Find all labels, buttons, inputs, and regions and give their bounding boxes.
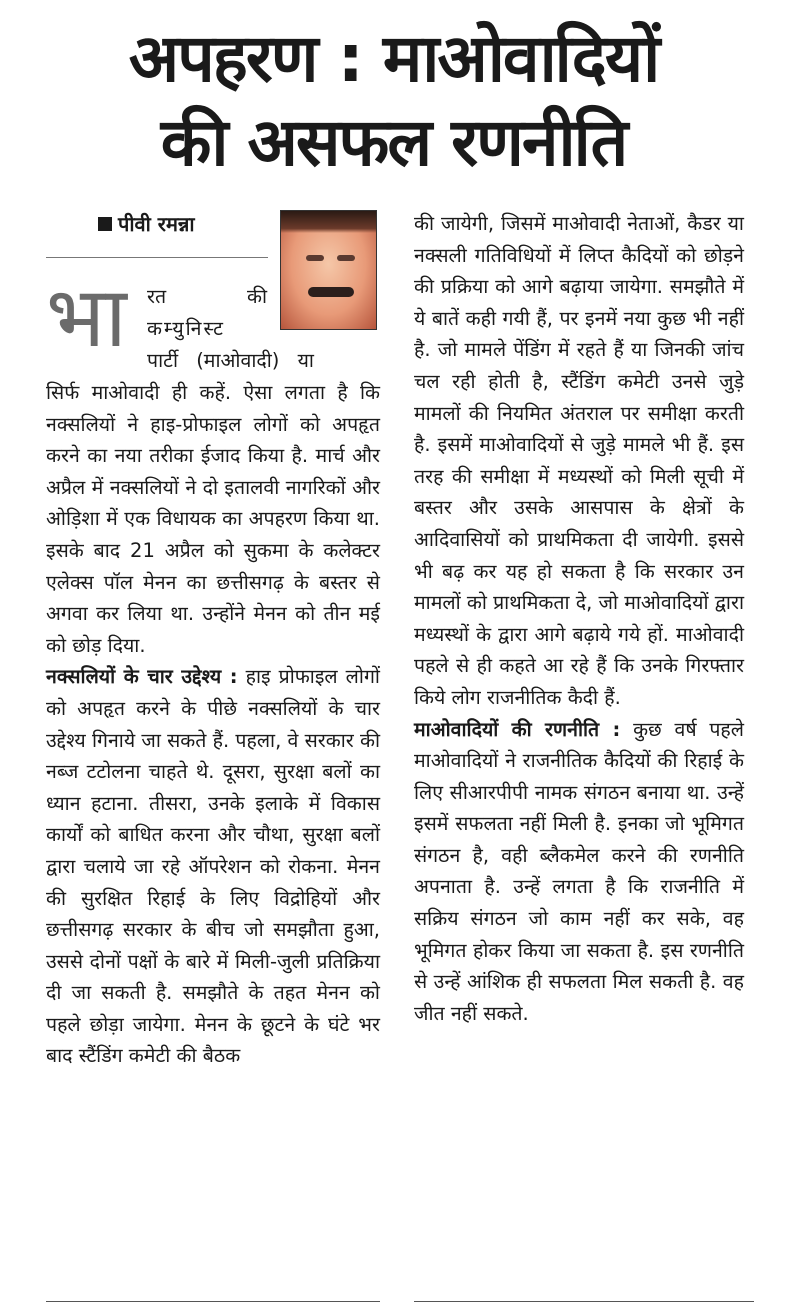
left-paragraph-1: सिर्फ माओवादी ही कहें. ऐसा लगता है कि नक्सलियों ने हाइ-प्रोफाइल लोगों को अपहृत करने का नया तरीका ईजाद किया है. मार्च और अप्रैल में नक्सलियों ने दो इतालवी नागरिकों और ओड़िशा में एक विधायक का अपहरण किया था. इसके बाद 21 अप्रैल को सुकमा के कलेक्टर एलेक्स पॉल मेनन का छत्तीसगढ़ के बस्तर से अगवा कर लिया था. उन्होंने मेनन को तीन मई को छोड़ दिया. xyxy=(46,381,380,657)
byline xyxy=(98,210,195,238)
right-column xyxy=(414,208,744,1029)
intro-word-1: रत xyxy=(147,285,167,308)
left-paragraph-2 xyxy=(46,661,380,1072)
subhead-maoist-strategy: माओवादियों की रणनीति : xyxy=(414,717,621,741)
intro-line-2: कम्युनिस्ट xyxy=(147,317,225,340)
headline-line-1: अपहरण : माओवादियों xyxy=(128,20,659,97)
author-photo xyxy=(280,210,377,330)
photo-eye-left xyxy=(306,255,324,261)
right-bottom-rule xyxy=(414,1301,754,1302)
photo-eye-right xyxy=(337,255,355,261)
byline-divider xyxy=(46,257,268,258)
drop-cap: भा xyxy=(46,268,127,366)
right-paragraph-2-text: कुछ वर्ष पहले माओवादियों ने राजनीतिक कैदियों की रिहाई के लिए सीआरपीपी नामक संगठन बनाया था. उन्हें इसमें सफलता नहीं मिली है. इनका जो भूमिगत संगठन है, वही ब्लैकमेल करने की रणनीति अपनाता है. उन्हें लगता है कि राजनीति में सक्रिय संगठन जो काम नहीं कर सके, वह भूमिगत होकर किया जा सकता है. इस रणनीति से उन्हें आंशिक ही सफलता मिल सकती है. वह जीत नहीं सकते. xyxy=(414,717,745,1025)
author-name: पीवी रमन्ना xyxy=(118,212,195,236)
left-bottom-rule xyxy=(46,1301,380,1302)
photo-hair xyxy=(281,211,376,233)
intro-line-1 xyxy=(147,281,267,313)
headline-line-2: की असफल रणनीति xyxy=(160,104,627,181)
subhead-naxal-objectives: नक्सलियों के चार उद्देश्य : xyxy=(46,665,238,689)
left-column xyxy=(46,377,380,1072)
intro-word-2: की xyxy=(246,285,267,308)
photo-mustache xyxy=(308,287,354,297)
left-paragraph-2-text: हाइ प्रोफाइल लोगों को अपहृत करने के पीछे नक्सलियों के चार उद्देश्य गिनाये जा सकते हैं. पहला, वे सरकार की नब्ज टटोलना चाहते थे. दूसरा, सुरक्षा बलों का ध्यान हटाना. तीसरा, उनके इलाके में विकास कार्यों को बाधित करना और चौथा, सुरक्षा बलों द्वारा चलाये जा रहे ऑपरेशन को रोकना. मेनन की सुरक्षित रिहाई के लिए विद्रोहियों और छत्तीसगढ़ सरकार के बीच जो समझौता हुआ, उससे दोनों पक्षों के बारे में मिली-जुली प्रतिक्रिया दी जा सकती है. समझौते के तहत मेनन को पहले छोड़ा जायेगा. मेनन के छूटने के घंटे भर बाद स्टैंडिंग कमेटी की बैठक xyxy=(46,665,380,1068)
bullet-square-icon xyxy=(98,217,112,231)
right-paragraph-1: की जायेगी, जिसमें माओवादी नेताओं, कैडर या नक्सली गतिविधियों में लिप्त कैदियों को छोड़ने की प्रक्रिया को आगे बढ़ाया जायेगा. समझौते में ये बातें कही गयी हैं, पर इनमें नया कुछ भी नहीं है. जो मामले पेंडिंग में रहते हैं या जिनकी जांच चल रही होती है, स्टैंडिंग कमेटी उनसे जुड़े मामलों की नियमित अंतराल पर समीक्षा करती है. इसमें माओवादियों से जुड़े मामले भी हैं. इस तरह की समीक्षा में मध्यस्थों को मिली सूची में बस्तर और उसके आसपास के क्षेत्रों के आदिवासियों को प्राथमिकता दी जायेगी. इससे भी बढ़ कर यह हो सकता है कि सरकार उन मामलों को प्राथमिकता दे, जो माओवादियों द्वारा मध्यस्थों के द्वारा आगे बढ़ाये गये हों. माओवादी पहले से ही कहते आ रहे हैं कि उनके गिरफ्तार किये लोग राजनीतिक कैदी हैं. xyxy=(414,212,745,709)
intro-line-3: पार्टी (माओवादी) या xyxy=(147,349,314,372)
right-paragraph-2 xyxy=(414,714,744,1030)
